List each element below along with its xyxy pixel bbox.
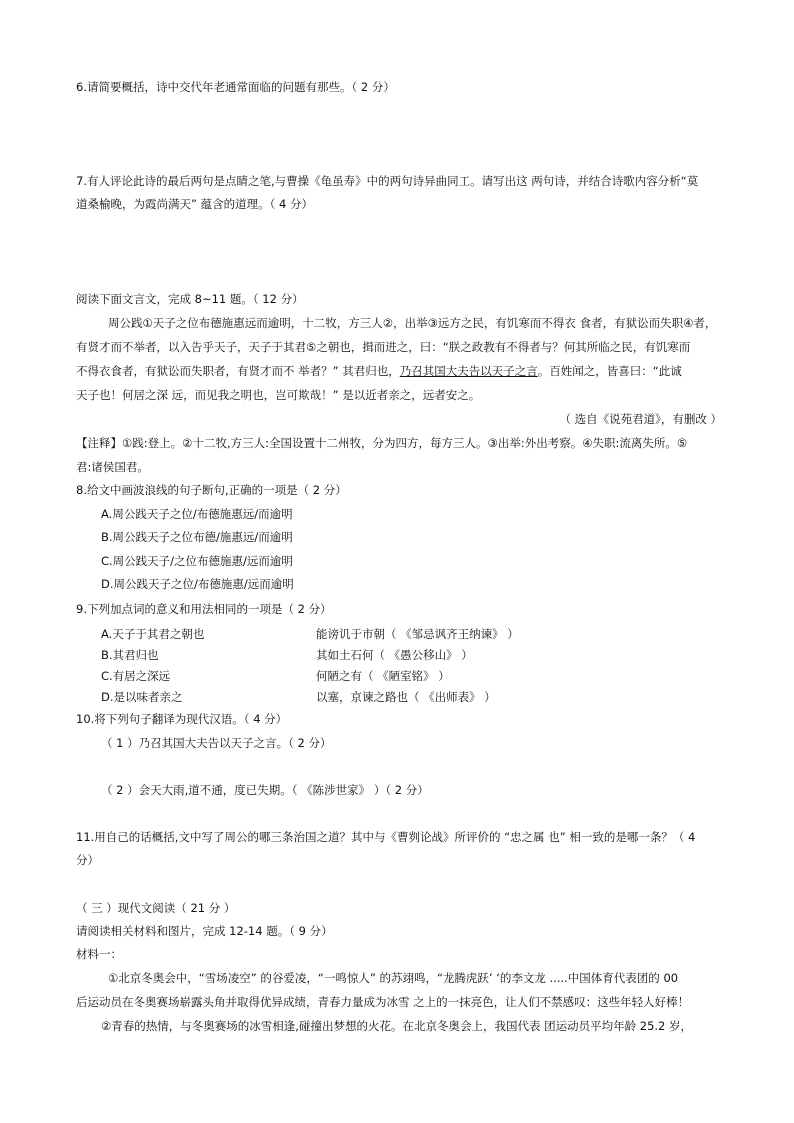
passage-line-3-text: 不得衣食者，有狱讼而失职者，有贤才而不 举者？” 其君归也， (76, 364, 400, 378)
passage-line-4: 天子也！何居之深 远，而见我之明也，岂可欺哉！” 是以近者亲之，远者安之。 (76, 388, 481, 402)
question-10-sub-1: （ 1 ）乃召其国大夫告以天子之言。（ 2 分） (101, 736, 332, 750)
question-9-option-d: D.是以味者亲之 (101, 690, 183, 704)
question-8-option-a: A.周公践天子之位/布德施惠远/而逾明 (101, 507, 293, 521)
passage-line-2: 有贤才而不举者，以入告乎天子，天子于其君⑤之朝也，揖而进之，曰：“朕之政教有不得者与？何其所临之民，有饥寒而 (76, 340, 691, 354)
material-1-p2-line-1: ②青春的热情，与冬奥赛场的冰雪相逢,碰撞出梦想的火花。在北京冬奥会上，我国代表 团运动员平均年龄 25.2 岁， (101, 1019, 693, 1033)
question-9-option-c: C.有居之深远 (101, 669, 171, 683)
question-9-stem: 9.下列加点词的意义和用法相同的一项是（ 2 分） (76, 602, 332, 616)
question-9-option-a: A.天子于其君之朝也 (101, 627, 205, 641)
question-9-option-a-compare: 能谤讥于市朝（ 《邹忌讽齐王纳谏》 ） (316, 627, 519, 641)
question-7-line-1: 7.有人评论此诗的最后两句是点睛之笔,与曹操《龟虽寿》中的两句诗异曲同工。请写出这 两句诗，并结合诗歌内容分析“莫 (76, 174, 699, 188)
notes-line-2: 君:诸侯国君。 (76, 460, 149, 474)
question-10-sub-2: （ 2 ）会天大雨,道不通，度已失期。（ 《陈涉世家》 ）（ 2 分） (101, 783, 429, 797)
passage-line-3 (76, 363, 682, 379)
question-9-option-b: B.其君归也 (101, 648, 159, 662)
question-11-line-2: 分） (76, 853, 99, 867)
material-1-label: 材料一： (76, 947, 122, 961)
question-9-option-d-compare: 以塞，京谏之路也（ 《出师表》 ） (316, 690, 496, 704)
question-6: 6.请简要概括，诗中交代年老通常面临的问题有那些。（ 2 分） (76, 80, 395, 94)
underlined-sentence: 乃召其国大夫告以天子之言 (399, 364, 538, 378)
passage-source: （ 选自《说苑君道》，有删改 ） (559, 412, 722, 426)
question-8-option-b: B.周公践天子之位布德/施惠远/而逾明 (101, 530, 293, 544)
question-8-stem: 8.给文中画波浪线的句子断句,正确的一项是（ 2 分） (76, 483, 347, 497)
section-3-intro: 请阅读相关材料和图片，完成 12-14 题。（ 9 分） (76, 924, 333, 938)
question-11-line-1: 11.用自己的话概括,文中写了周公的哪三条治国之道？其中与《曹刿论战》所评价的 “忠之属 也” 相一致的是哪一条？（ 4 (76, 830, 696, 844)
section-3-title: （ 三 ）现代文阅读（ 21 分 ） (76, 901, 236, 915)
passage-line-1: 周公践①天子之位布德施惠远而逾明，十二牧，方三人②，出举③远方之民，有饥寒而不得衣 食者，有狱讼而失职④者， (108, 316, 717, 330)
reading-intro: 阅读下面文言文，完成 8~11 题。（ 12 分） (76, 292, 304, 306)
passage-line-3-end: 。百姓闻之，皆喜曰：“此诚 (537, 364, 682, 378)
material-1-p1-line-2: 后运动员在冬奥赛场崭露头角并取得优异成绩，青春力量成为冰雪 之上的一抹亮色，让人们不禁感叹：这些年轻人好棒！ (76, 995, 690, 1009)
notes-line-1: 【注释】①践:登上。②十二牧,方三人:全国设置十二州牧，分为四方，每方三人。③出举:外出考察。④失职:流离失所。⑤ (76, 436, 688, 450)
question-10-stem: 10.将下列句子翻译为现代汉语。（ 4 分） (76, 712, 288, 726)
question-8-option-c: C.周公践天子/之位布德施惠/远而逾明 (101, 554, 293, 568)
question-8-option-d: D.周公践天子之位/布德施惠/远而逾明 (101, 577, 294, 591)
question-7-line-2: 道桑榆晚，为霞尚满天” 蕴含的道理。（ 4 分） (76, 197, 313, 211)
question-9-option-c-compare: 何陋之有（ 《陋室铭》 ） (316, 669, 450, 683)
material-1-p1-line-1: ①北京冬奥会中，“雪场凌空” 的谷爱凌，“一鸣惊人” 的苏翊鸣，“龙腾虎跃’ ‘的李文龙 .....中国体育代表团的 00 (108, 971, 679, 985)
question-9-option-b-compare: 其如土石何（ 《愚公移山》 ） (316, 648, 473, 662)
